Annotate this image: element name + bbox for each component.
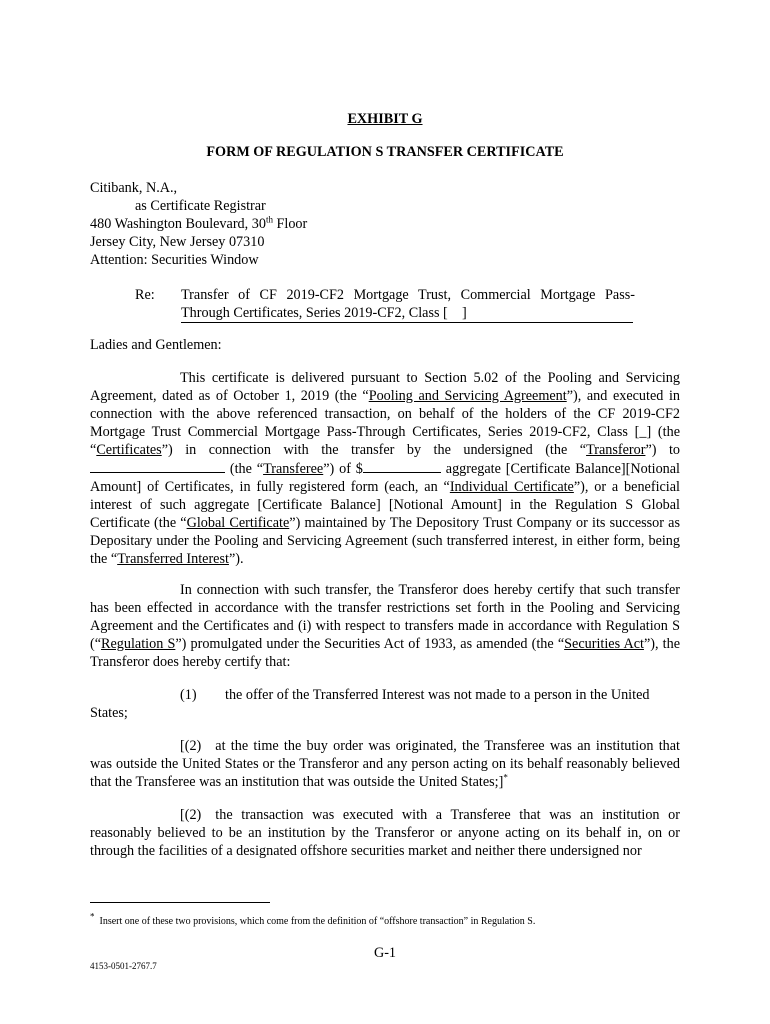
item-2-option-b: [(2) the transaction was executed with a Transferee that was an institution or reasonably believed to be an institution by the Transferor or anyone acting on its behalf in, on or through the facilities of a designated offshore securities market and neither there undersigned nor	[90, 807, 680, 859]
transferee-name-blank	[90, 459, 225, 473]
item-1-number: (1)	[180, 687, 197, 703]
paragraph-2: In connection with such transfer, the Transferor does hereby certify that such transfer has been effected in accordance with the transfer restrictions set forth in the Pooling and Servicing Agreement and the Certificates and (i) with respect to transfers made in accordance with Regulation S (“Regulation S”) promulgated under the Securities Act of 1933, as amended (the “Securities Act”), the Transferor does hereby certify that:	[90, 582, 681, 670]
re-line-1: Transfer of CF 2019-CF2 Mortgage Trust, Commercial Mortgage Pass-	[181, 287, 635, 303]
amount-blank	[363, 459, 441, 473]
item-2a-number: [(2)	[180, 738, 202, 754]
address-line-5: Attention: Securities Window	[90, 252, 259, 268]
item-1-line-2: States;	[90, 705, 128, 721]
address-block	[90, 179, 307, 269]
item-1-line-1: the offer of the Transferred Interest was not made to a person in the United	[225, 687, 650, 703]
re-subject	[181, 286, 635, 323]
item-2-option-a: [(2) at the time the buy order was originated, the Transferee was an institution that was outside the United States or the Transferor and any person acting on its behalf reasonably believed that the Transferee was an institution that was outside the United States;]*	[90, 738, 680, 790]
exhibit-title: EXHIBIT G	[347, 111, 423, 127]
document-page	[90, 0, 680, 1024]
item-2b-number: [(2)	[180, 807, 202, 823]
form-title: FORM OF REGULATION S TRANSFER CERTIFICATE	[206, 144, 564, 160]
address-line-4: Jersey City, New Jersey 07310	[90, 234, 265, 250]
address-line-2: as Certificate Registrar	[135, 198, 266, 214]
address-line-3: 480 Washington Boulevard, 30th Floor	[90, 214, 308, 232]
address-line-1: Citibank, N.A.,	[90, 180, 178, 196]
footnote-separator	[90, 902, 270, 903]
salutation: Ladies and Gentlemen:	[90, 337, 222, 353]
page-number: G-1	[373, 945, 397, 961]
paragraph-1: This certificate is delivered pursuant to Section 5.02 of the Pooling and Servicing Agreement, dated as of October 1, 2019 (the “Pooling and Servicing Agreement”), and executed in connection with the above referenced transaction, on behalf of the holders of the CF 2019-CF2 Mortgage Trust Commercial Mortgage Pass-Through Certificates, Series 2019-CF2, Class [_] (the “Certificates”) in connection with the transfer by the undersigned (the “Transferor”) to (the “Transferee”) of $ aggregate [Certificate Balance][Notional Amount] of Certificates, in fully registered form (each, an “Individual Certificate”), or a beneficial interest of such aggregate [Certificate Balance] [Notional Amount] in the Regulation S Global Certificate (the “Global Certificate”) maintained by The Depository Trust Company or its successor as Depositary under the Pooling and Servicing Agreement (such transferred interest, in either form, being the “Transferred Interest”).	[90, 370, 681, 567]
document-id: 4153-0501-2767.7	[90, 961, 157, 971]
footnote-ref: *	[503, 772, 508, 783]
footnote: * Insert one of these two provisions, which come from the definition of “offshore transaction” in Regulation S.	[90, 911, 536, 927]
re-line-2: Through Certificates, Series 2019-CF2, Class [ ]	[181, 304, 633, 323]
re-label: Re:	[135, 287, 155, 303]
